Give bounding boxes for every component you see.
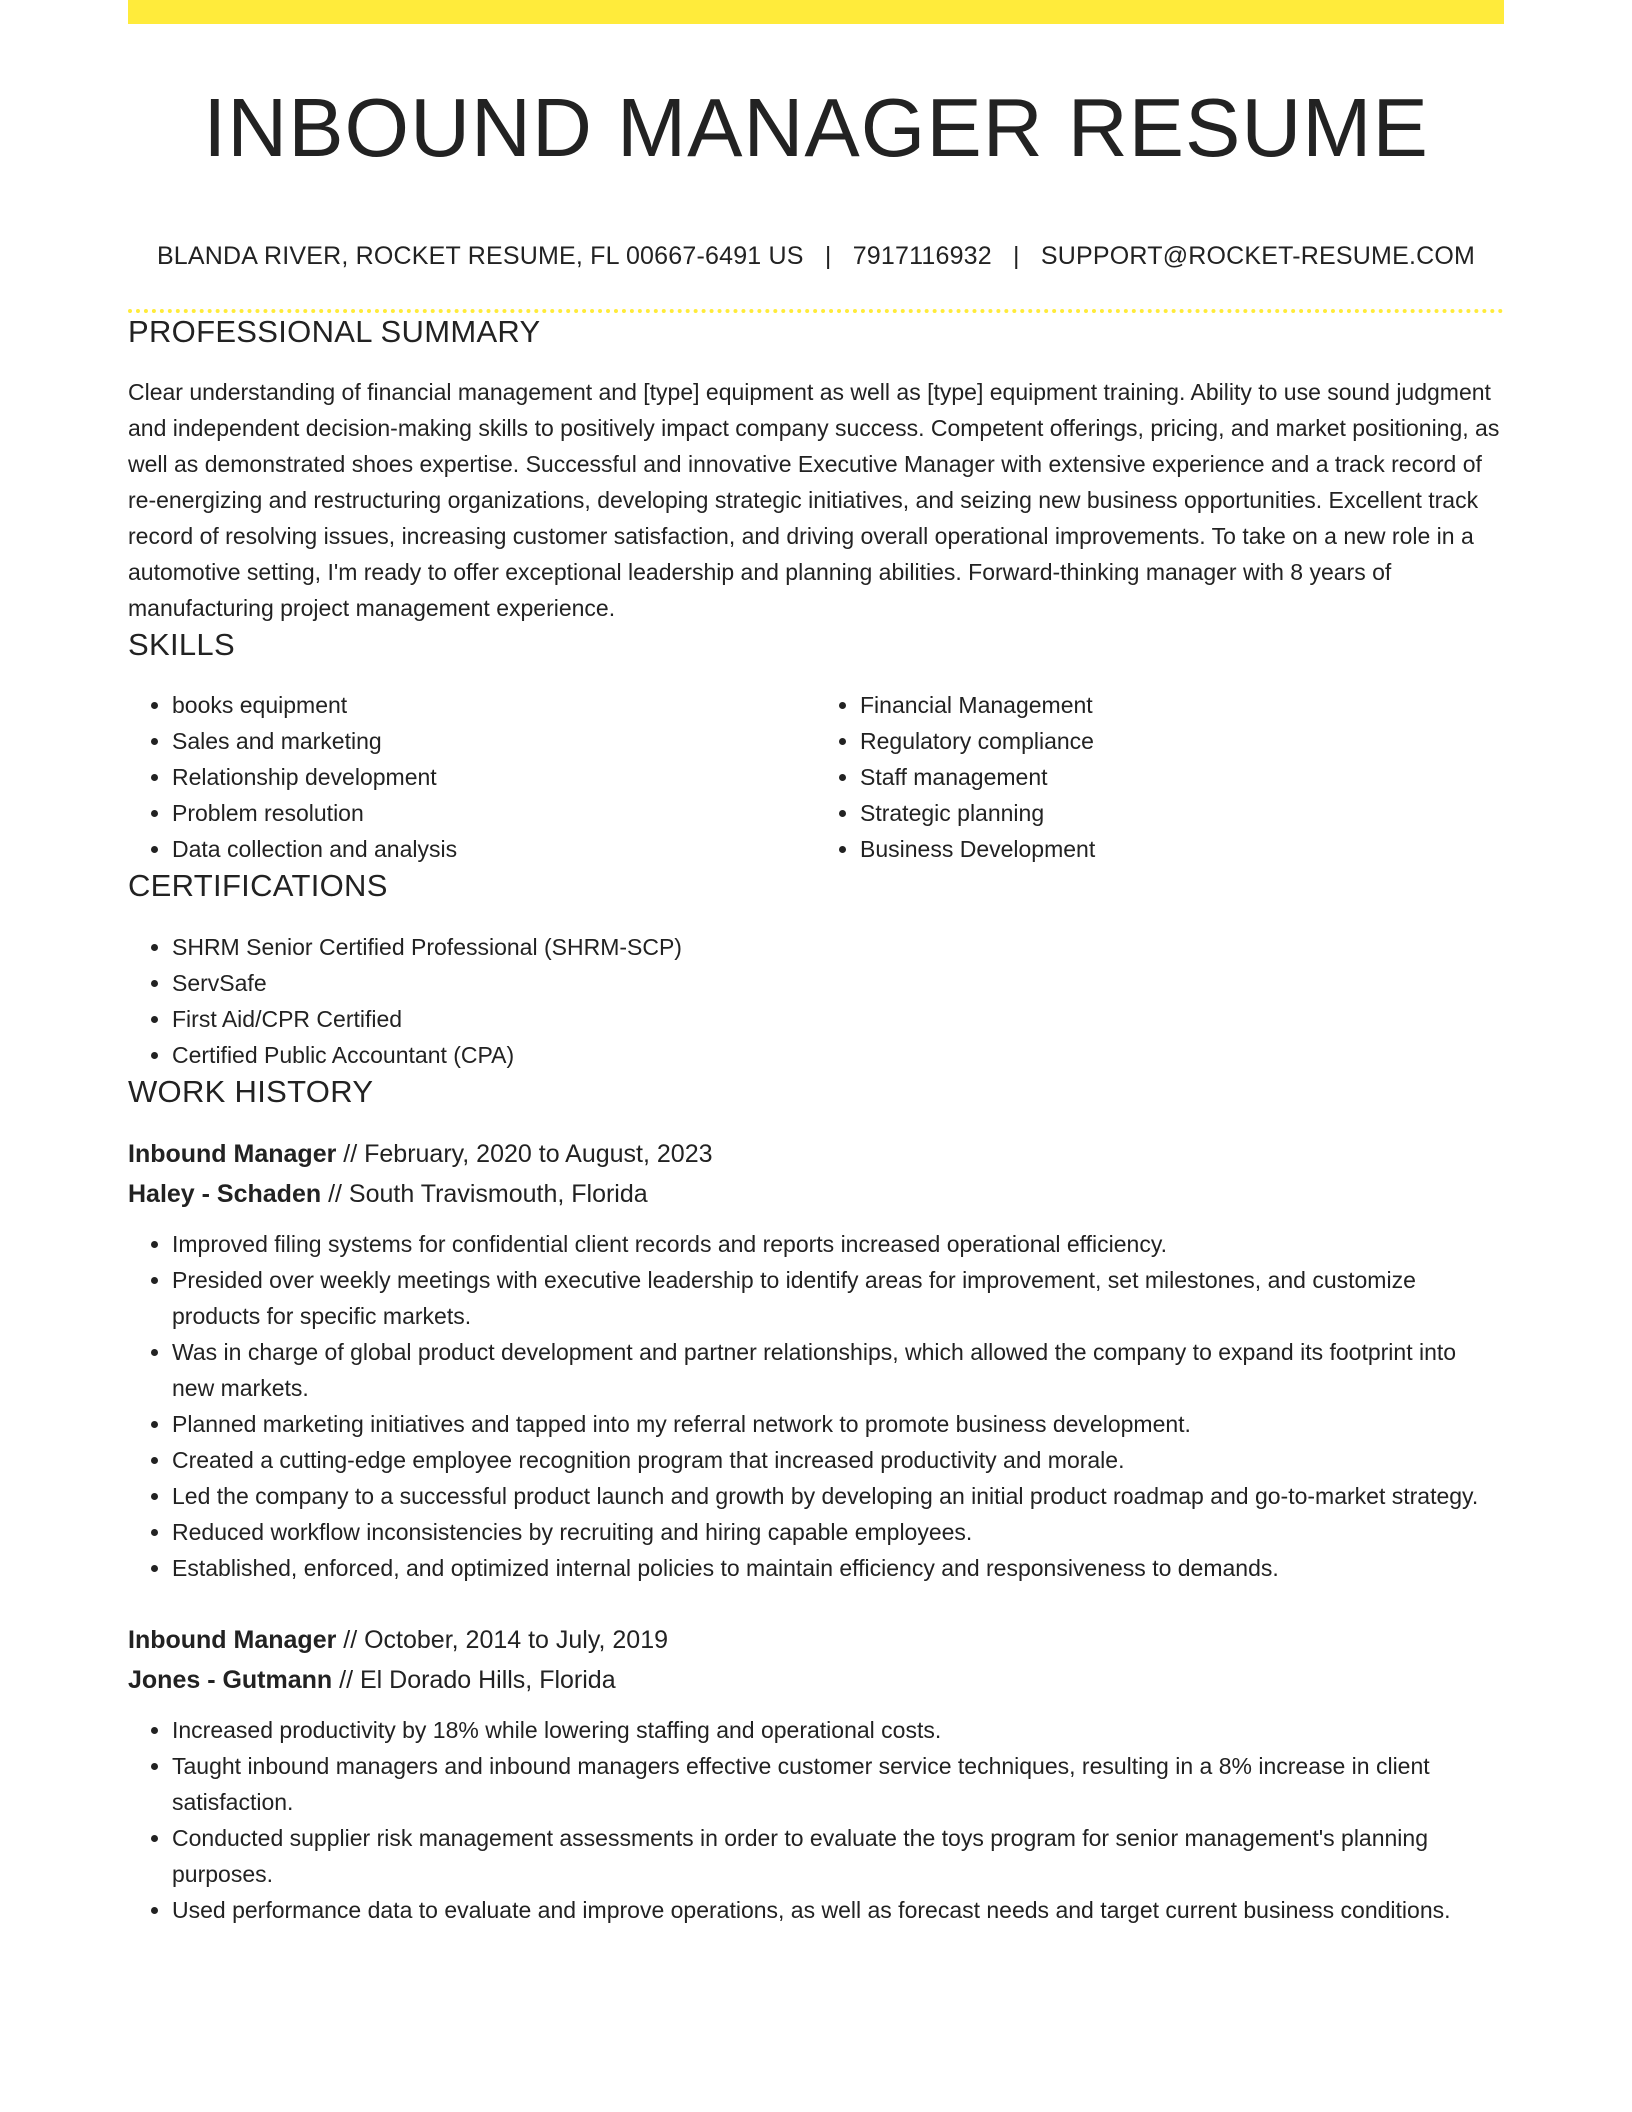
job-location: // El Dorado Hills, Florida [332,1665,616,1694]
job-bullets [128,1226,1504,1586]
certification-item: • ServSafe [172,965,1504,1001]
job-dates: // October, 2014 to July, 2019 [336,1625,669,1654]
skills-list [128,687,1504,867]
job-bullet: • Established, enforced, and optimized internal policies to maintain efficiency and responsiveness to demands. [172,1550,1504,1586]
skill-item: • Relationship development [172,759,816,795]
page-title: INBOUND MANAGER RESUME [203,81,1429,174]
job-bullet: • Planned marketing initiatives and tapped into my referral network to promote business development. [172,1406,1504,1442]
skill-item: • Sales and marketing [172,723,816,759]
contact-line [128,241,1504,271]
job-title-line [128,1620,1504,1660]
job-title: Inbound Manager [128,1625,337,1654]
skills-column-left [128,687,816,867]
work-history-heading: WORK HISTORY [128,1073,374,1109]
skill-item: • Business Development [860,831,1504,867]
job-location: // South Travismouth, Florida [321,1179,648,1208]
job-bullet: • Presided over weekly meetings with executive leadership to identify areas for improvement, set milestones, and customize products for specific markets. [172,1262,1504,1334]
certification-item: • Certified Public Accountant (CPA) [172,1037,1504,1073]
contact-separator: | [824,242,832,270]
certifications-heading: CERTIFICATIONS [128,868,388,904]
job-entry [128,1620,1504,1928]
skill-item: • Financial Management [860,687,1504,723]
summary-heading: PROFESSIONAL SUMMARY [128,314,541,349]
job-company-line [128,1174,1504,1214]
resume-document [128,24,1504,1928]
job-bullet: • Led the company to a successful product launch and growth by developing an initial product roadmap and go-to-market strategy. [172,1478,1504,1514]
summary-text: Clear understanding of financial management and [type] equipment as well as [type] equipment training. Ability to use sound judgment and independent decision-making skills to positively impact company success. Competent offerings, pricing, and market positioning, as well as demonstrated shoes expertise. Successful and innovative Executive Manager with extensive experience and a track record of re-energizing and restructuring organizations, developing strategic initiatives, and seizing new business opportunities. Excellent track record of resolving issues, increasing customer satisfaction, and driving overall operational improvements. To take on a new role in a automotive setting, I'm ready to offer exceptional leadership and planning abilities. Forward-thinking manager with 8 years of manufacturing project management experience. [128,379,1500,622]
skill-item: • Staff management [860,759,1504,795]
job-bullet: • Created a cutting-edge employee recognition program that increased productivity and morale. [172,1442,1504,1478]
contact-address: BLANDA RIVER, ROCKET RESUME, FL 00667-6491 US [156,242,804,270]
job-bullet: • Taught inbound managers and inbound managers effective customer service techniques, resulting in a 8% increase in client satisfaction. [172,1748,1504,1820]
job-bullets [128,1712,1504,1928]
skill-item: • books equipment [172,687,816,723]
job-company: Haley - Schaden [128,1179,322,1208]
job-company: Jones - Gutmann [128,1665,333,1694]
job-dates: // February, 2020 to August, 2023 [336,1139,713,1168]
skills-column-right [816,687,1504,867]
job-title: Inbound Manager [128,1139,337,1168]
job-bullet: • Reduced workflow inconsistencies by recruiting and hiring capable employees. [172,1514,1504,1550]
contact-separator: | [1013,242,1020,270]
skills-heading: SKILLS [128,627,235,663]
certification-item: • First Aid/CPR Certified [172,1001,1504,1037]
skill-item: • Problem resolution [172,795,816,831]
certifications-list [128,929,1504,1073]
contact-phone: 7917116932 [852,242,992,270]
skill-item: • Strategic planning [860,795,1504,831]
job-bullet: • Conducted supplier risk management assessments in order to evaluate the toys program for senior management's planning purposes. [172,1820,1504,1892]
job-bullet: • Increased productivity by 18% while lowering staffing and operational costs. [172,1712,1504,1748]
job-company-line [128,1660,1504,1700]
job-bullet: • Improved filing systems for confidential client records and reports increased operational efficiency. [172,1226,1504,1262]
job-bullet: • Used performance data to evaluate and improve operations, as well as forecast needs and target current business conditions. [172,1892,1504,1928]
contact-email: SUPPORT@ROCKET-RESUME.COM [1040,242,1476,270]
job-title-line [128,1134,1504,1174]
accent-top-bar [128,0,1504,24]
certification-item: • SHRM Senior Certified Professional (SHRM-SCP) [172,929,1504,965]
job-bullet: • Was in charge of global product development and partner relationships, which allowed the company to expand its footprint into new markets. [172,1334,1504,1406]
job-entry [128,1134,1504,1586]
skill-item: • Data collection and analysis [172,831,816,867]
skill-item: • Regulatory compliance [860,723,1504,759]
